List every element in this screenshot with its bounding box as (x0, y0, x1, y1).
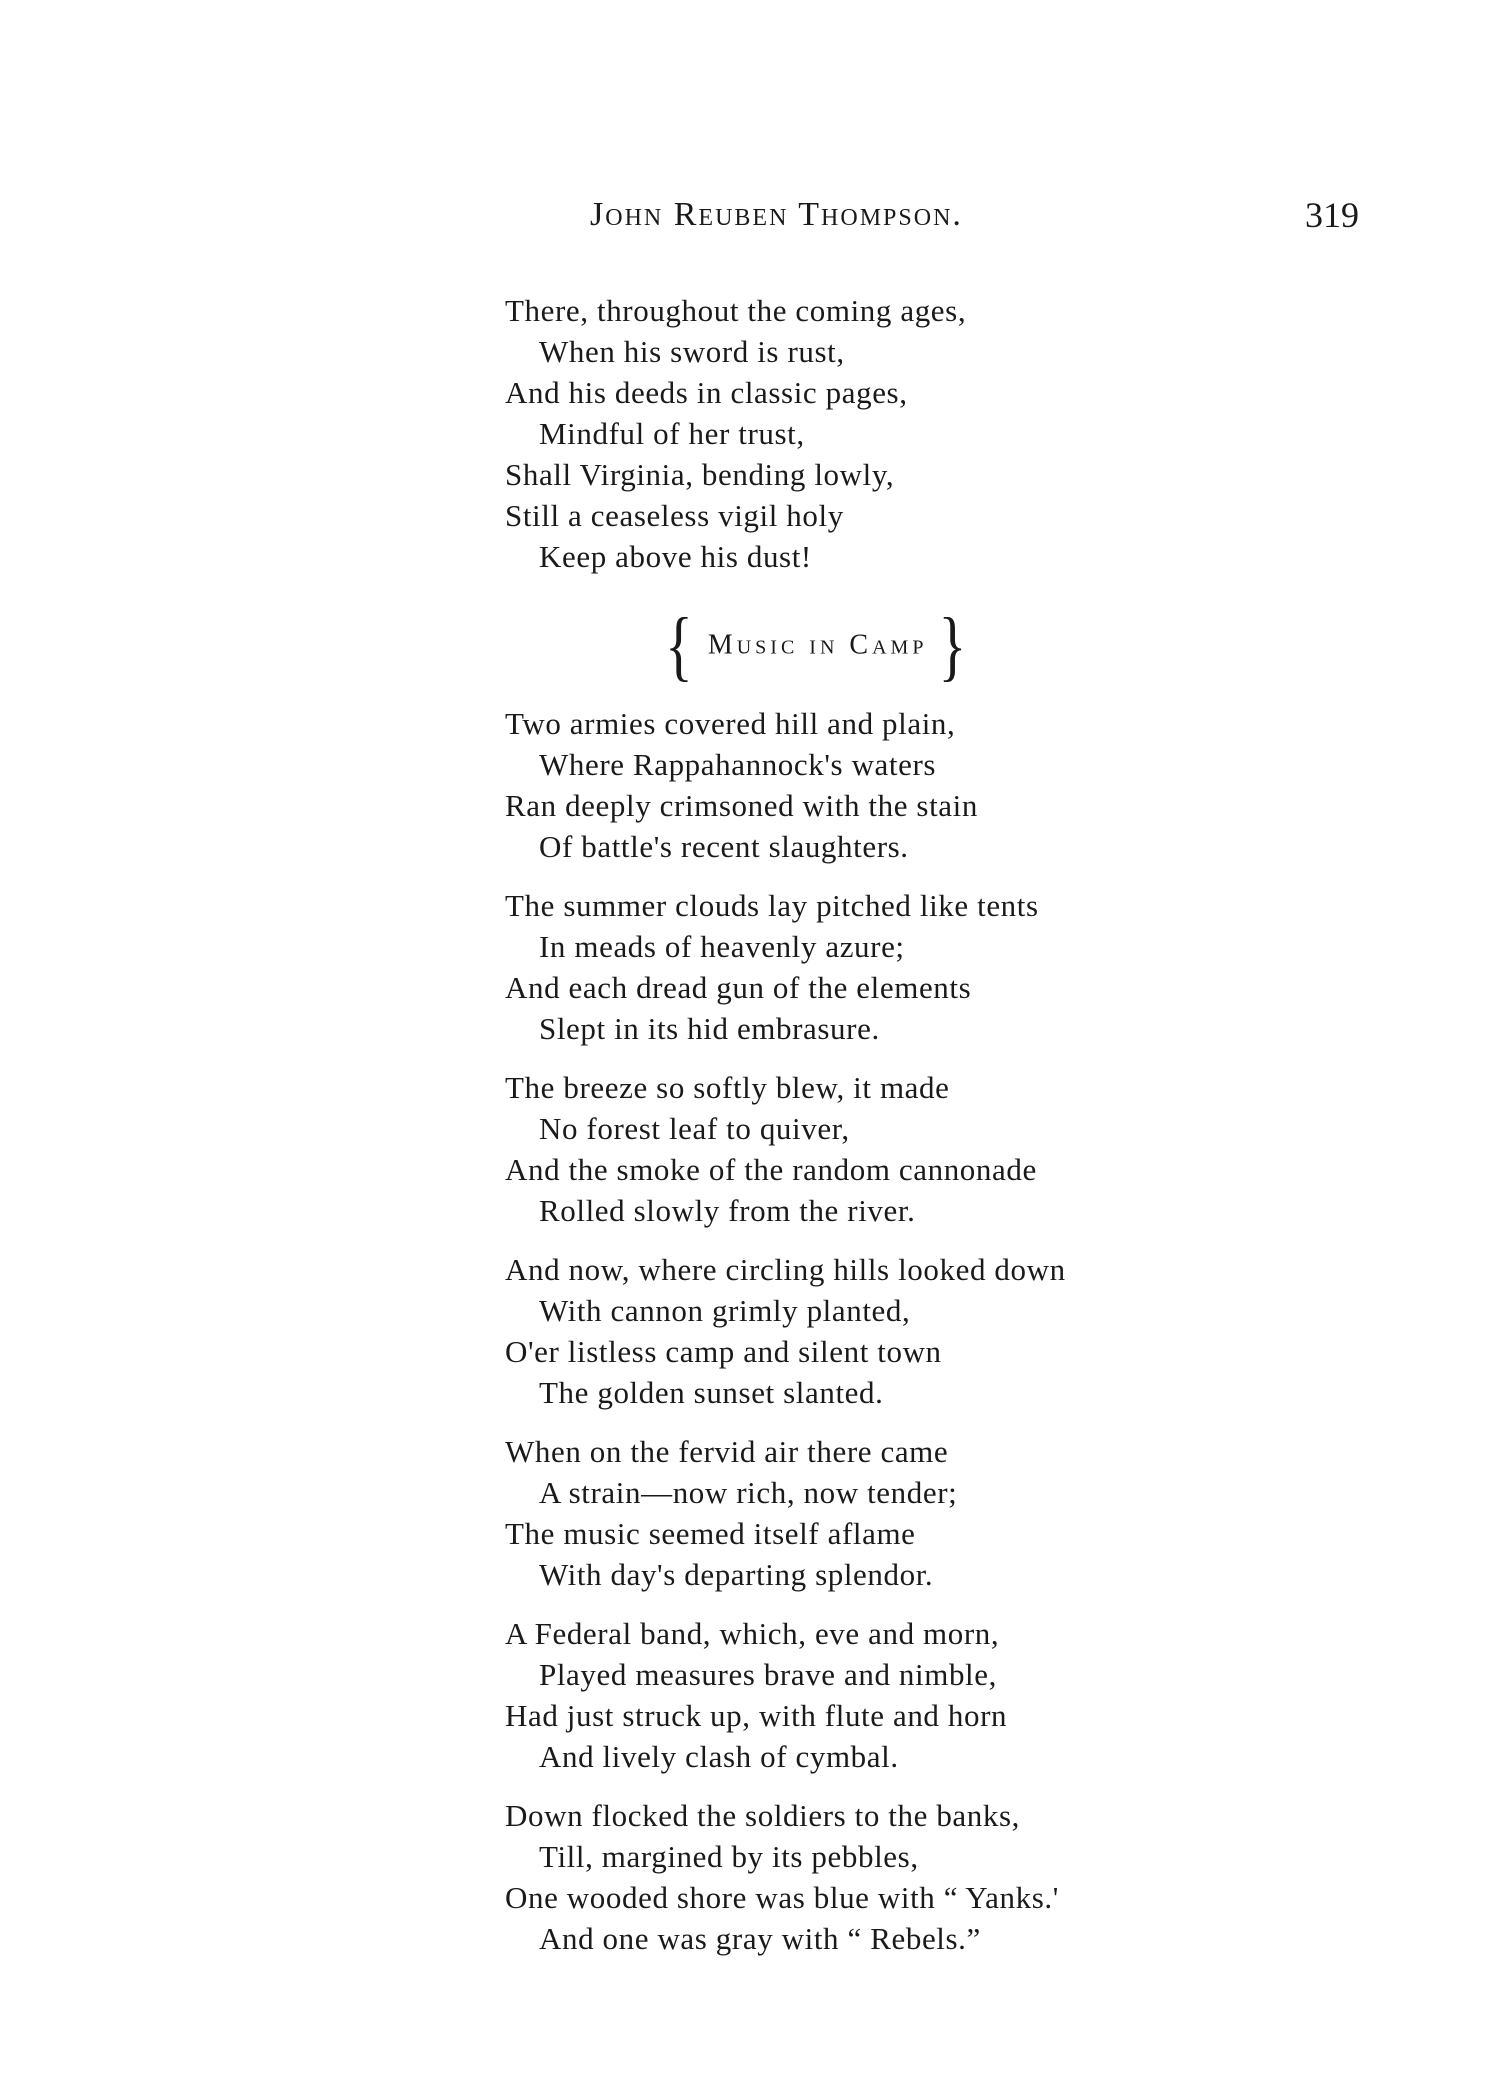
running-head: John Reuben Thompson. (590, 196, 963, 233)
verse-line: O'er listless camp and silent town (505, 1334, 942, 1369)
poem-body (505, 703, 1325, 1977)
verse-line: Where Rappahannock's waters (539, 747, 937, 782)
verse-line: And lively clash of cymbal. (539, 1739, 899, 1774)
stanza (505, 1613, 1325, 1777)
verse-line: Rolled slowly from the river. (539, 1193, 916, 1228)
stanza (505, 703, 1325, 867)
verse-line: Mindful of her trust, (539, 416, 805, 451)
verse-line: Still a ceaseless vigil holy (505, 498, 844, 533)
verse-line: When on the fervid air there came (505, 1434, 949, 1469)
stanza (505, 1795, 1325, 1959)
verse-line: When his sword is rust, (539, 334, 845, 369)
verse-line: Played measures brave and nimble, (539, 1657, 997, 1692)
verse-line: Keep above his dust! (539, 539, 812, 574)
verse-line: Of battle's recent slaughters. (539, 829, 909, 864)
verse-line: And the smoke of the random cannonade (505, 1152, 1037, 1187)
verse-line: Ran deeply crimsoned with the stain (505, 788, 978, 823)
verse-line: No forest leaf to quiver, (539, 1111, 850, 1146)
stanza (505, 1067, 1325, 1231)
verse-line: Slept in its hid embrasure. (539, 1011, 880, 1046)
stanza (505, 1249, 1325, 1413)
verse-line: And one was gray with “ Rebels.” (539, 1921, 981, 1956)
verse-line: And now, where circling hills looked down (505, 1252, 1066, 1287)
verse-line: The breeze so softly blew, it made (505, 1070, 950, 1105)
stanza (505, 885, 1325, 1049)
close-brace: } (938, 601, 971, 689)
verse-line: Shall Virginia, bending lowly, (505, 457, 895, 492)
verse-line: In meads of heavenly azure; (539, 929, 905, 964)
verse-line: With day's departing splendor. (539, 1557, 934, 1592)
poem-title (665, 601, 971, 689)
verse-line: A strain—now rich, now tender; (539, 1475, 958, 1510)
verse-line: With cannon grimly planted, (539, 1293, 911, 1328)
verse-line: Till, margined by its pebbles, (539, 1839, 919, 1874)
verse-line: One wooded shore was blue with “ Yanks.' (505, 1880, 1059, 1915)
stanza (505, 1431, 1325, 1595)
previous-poem-stanza (505, 290, 1325, 577)
verse-line: The music seemed itself aflame (505, 1516, 916, 1551)
verse-line: And his deeds in classic pages, (505, 375, 908, 410)
verse-line: Two armies covered hill and plain, (505, 706, 956, 741)
verse-line: A Federal band, which, eve and morn, (505, 1616, 1000, 1651)
verse-line: The golden sunset slanted. (539, 1375, 884, 1410)
open-brace: { (665, 601, 697, 689)
verse-line: The summer clouds lay pitched like tents (505, 888, 1039, 923)
verse-line: Had just struck up, with flute and horn (505, 1698, 1008, 1733)
poem-title-text: Music in Camp (707, 629, 928, 661)
verse-line: There, throughout the coming ages, (505, 293, 967, 328)
verse-line: And each dread gun of the elements (505, 970, 972, 1005)
verse-line: Down flocked the soldiers to the banks, (505, 1798, 1020, 1833)
page-number: 319 (1305, 195, 1359, 235)
